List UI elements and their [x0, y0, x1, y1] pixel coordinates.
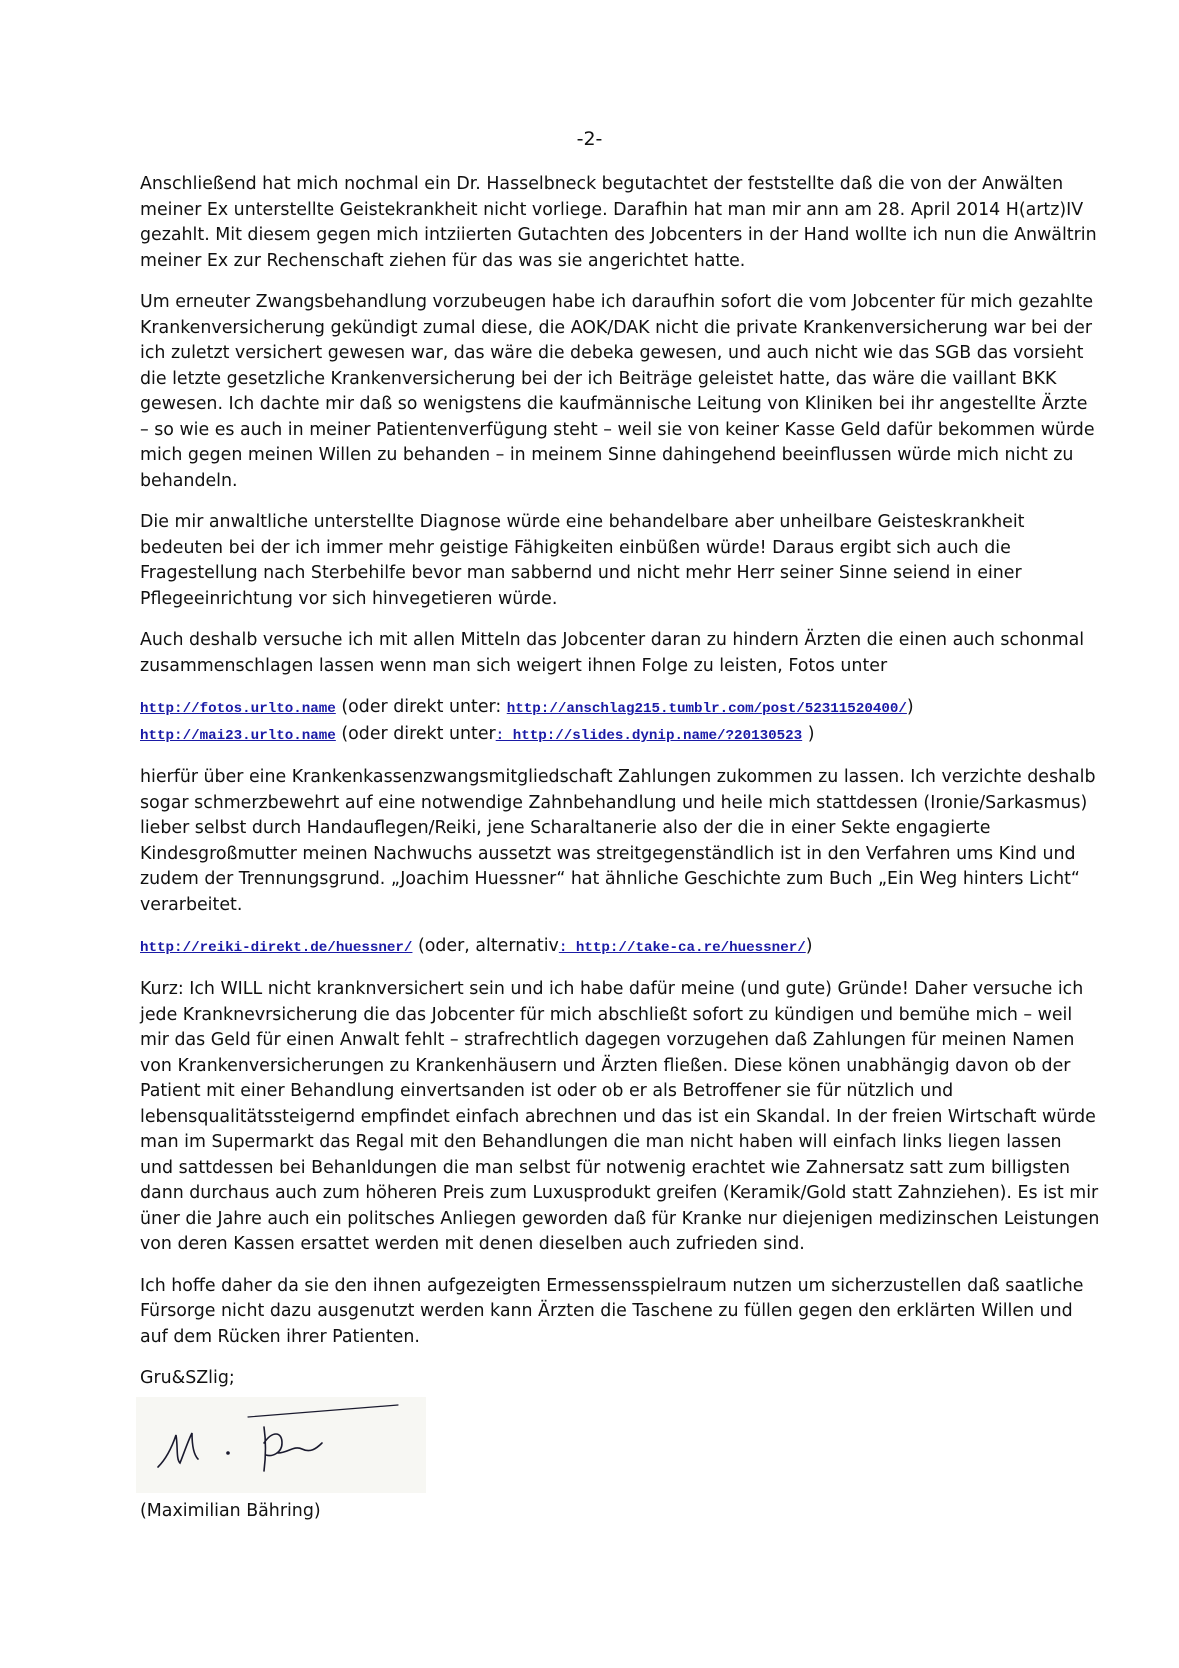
handwritten-signature: [136, 1397, 426, 1493]
paragraph-6: Kurz: Ich WILL nicht kranknversichert sein und ich habe dafür meine (und gute) Gründe! Daher versuche ich jede Kranknevrsicherung die das Jobcenter für mich abschließt sofort zu kündigen und bemühe mich – weil mir das Geld für einen Anwalt fehlt – strafrechtlich dagegen vorzugehen daß Zahlungen für meinen Namen von Krankenversicherungen zu Krankenhäusern und Ärzten fließen. Diese könen unabhängig davon ob der Patient mit einer Behandlung einvertsanden ist oder ob er als Betroffener sie für nützlich und lebensqualitätssteigernd empfindet einfach abrechnen und das ist ein Skandal. In der freien Wirtschaft würde man im Supermarkt das Regal mit den Behandlungen die man nicht haben will einfach links liegen lassen und sattdessen bei Behanldungen die man selbst für notwenig erachtet wie Zahnersatz satt zum billigsten dann durchaus auch zum höheren Preis zum Luxusprodukt greifen (Keramik/Gold statt Zahnziehen). Es ist mir üner die Jahre auch ein politsches Anliegen geworden daß für Kranke nur diejenigen medizinschen Leistungen von deren Kassen ersattet werden mit denen dieselben auch zufrieden sind.: [140, 979, 1100, 1254]
link-line-reiki: [140, 934, 1100, 961]
paragraph-4: Auch deshalb versuche ich mit allen Mitteln das Jobcenter daran zu hindern Ärzten die einen auch schonmal zusammenschlagen lassen wenn man sich weigert ihnen Folge zu leisten, Fotos unter: [140, 630, 1085, 676]
link-closing-paren: ): [805, 936, 813, 956]
link-closing-paren: ): [906, 697, 914, 717]
photo-links: [140, 695, 1100, 749]
paragraph-2: Um erneuter Zwangsbehandlung vorzubeugen habe ich daraufhin sofort die vom Jobcenter für mich gezahlte Krankenversicherung gekündigt zumal diese, die AOK/DAK nicht die private Krankenversicherung war bei der ich zuletzt versichert gewesen war, das wäre die debeka gewesen, und auch nicht wie das SGB das vorsieht die letzte gesetzliche Krankenversicherung bei der ich Beiträge geleistet hatte, das wäre die vaillant BKK gewesen. Ich dachte mir daß so wenigstens die kaufmännische Leitung von Kliniken bei ihr angestellte Ärzte – so wie es auch in meiner Patientenverfügung steht – weil sie von keiner Kasse Geld dafür bekommen würde mich gegen meinen Willen zu behanden – in meinem Sinne dahingehend beeinflussen würde mich nicht zu behandeln.: [140, 292, 1095, 491]
closing-greeting: Gru&SZlig;: [140, 1368, 235, 1388]
link-take-care[interactable]: : http://take-ca.re/huessner/: [558, 940, 806, 956]
link-slides-dynip[interactable]: : http://slides.dynip.name/?20130523: [495, 728, 803, 744]
link-closing-paren: ): [802, 724, 815, 744]
link-mai23[interactable]: http://mai23.urlto.name: [140, 728, 336, 744]
paragraph-5: hierfür über eine Krankenkassenzwangsmitgliedschaft Zahlungen zukommen zu lassen. Ich verzichte deshalb sogar schmerzbewehrt auf eine notwendige Zahnbehandlung und heile mich stattdessen (Ironie/Sarkasmus) lieber selbst durch Handauflegen/Reiki, jene Scharaltanerie also der die in einer Sekte engagierte Kindesgroßmutter meinen Nachwuchs aussetzt was streitgegenständlich ist in den Verfahren ums Kind und zudem der Trennungsgrund. „Joachim Huessner“ hat ähnliche Geschichte zum Buch „Ein Weg hinters Licht“ verarbeitet.: [140, 767, 1096, 915]
link-anschlag-tumblr[interactable]: http://anschlag215.tumblr.com/post/52311520400/: [506, 701, 907, 717]
signature-scribble: [136, 1397, 426, 1493]
paragraph-3: Die mir anwaltliche unterstellte Diagnose würde eine behandelbare aber unheilbare Geisteskrankheit bedeuten bei der ich immer mehr geistige Fähigkeiten einbüßen würde! Daraus ergibt sich auch die Fragestellung nach Sterbehilfe bevor man sabbernd und nicht mehr Herr seiner Sinne seiend in einer Pflegeeinrichtung vor sich hinvegetieren würde.: [140, 512, 1025, 609]
paragraph-7: Ich hoffe daher da sie den ihnen aufgezeigten Ermessensspielraum nutzen um sicherzustellen daß saatliche Fürsorge nicht dazu ausgenutzt werden kann Ärzten die Taschene zu füllen gegen den erklärten Willen und auf dem Rücken ihrer Patienten.: [140, 1275, 1084, 1347]
link-line-fotos: [140, 695, 1100, 722]
link-line-mai23: [140, 722, 1100, 749]
link-fotos[interactable]: http://fotos.urlto.name: [140, 701, 336, 717]
paragraph-1: Anschließend hat mich nochmal ein Dr. Hasselbneck begutachtet der feststellte daß die von der Anwälten meiner Ex unterstellte Geistekrankheit nicht vorliege. Darafhin hat man mir ann am 28. April 2014 H(artz)IV gezahlt. Mit diesem gegen mich intziierten Gutachten des Jobcenters in der Hand wollte ich nun die Anwältrin meiner Ex zur Rechenschaft ziehen für das was sie angerichtet hatte.: [140, 174, 1097, 271]
page-number: -2-: [576, 128, 603, 150]
link-reiki-direkt[interactable]: http://reiki-direkt.de/huessner/: [140, 940, 413, 956]
link-separator-text: (oder direkt unter: [335, 724, 496, 744]
reiki-links: [140, 934, 1100, 961]
link-separator-text: (oder direkt unter:: [335, 697, 507, 717]
link-separator-text: (oder, alternativ: [412, 936, 559, 956]
letter-body: [140, 172, 1100, 1524]
signature-name: (Maximilian Bähring): [140, 1501, 321, 1521]
